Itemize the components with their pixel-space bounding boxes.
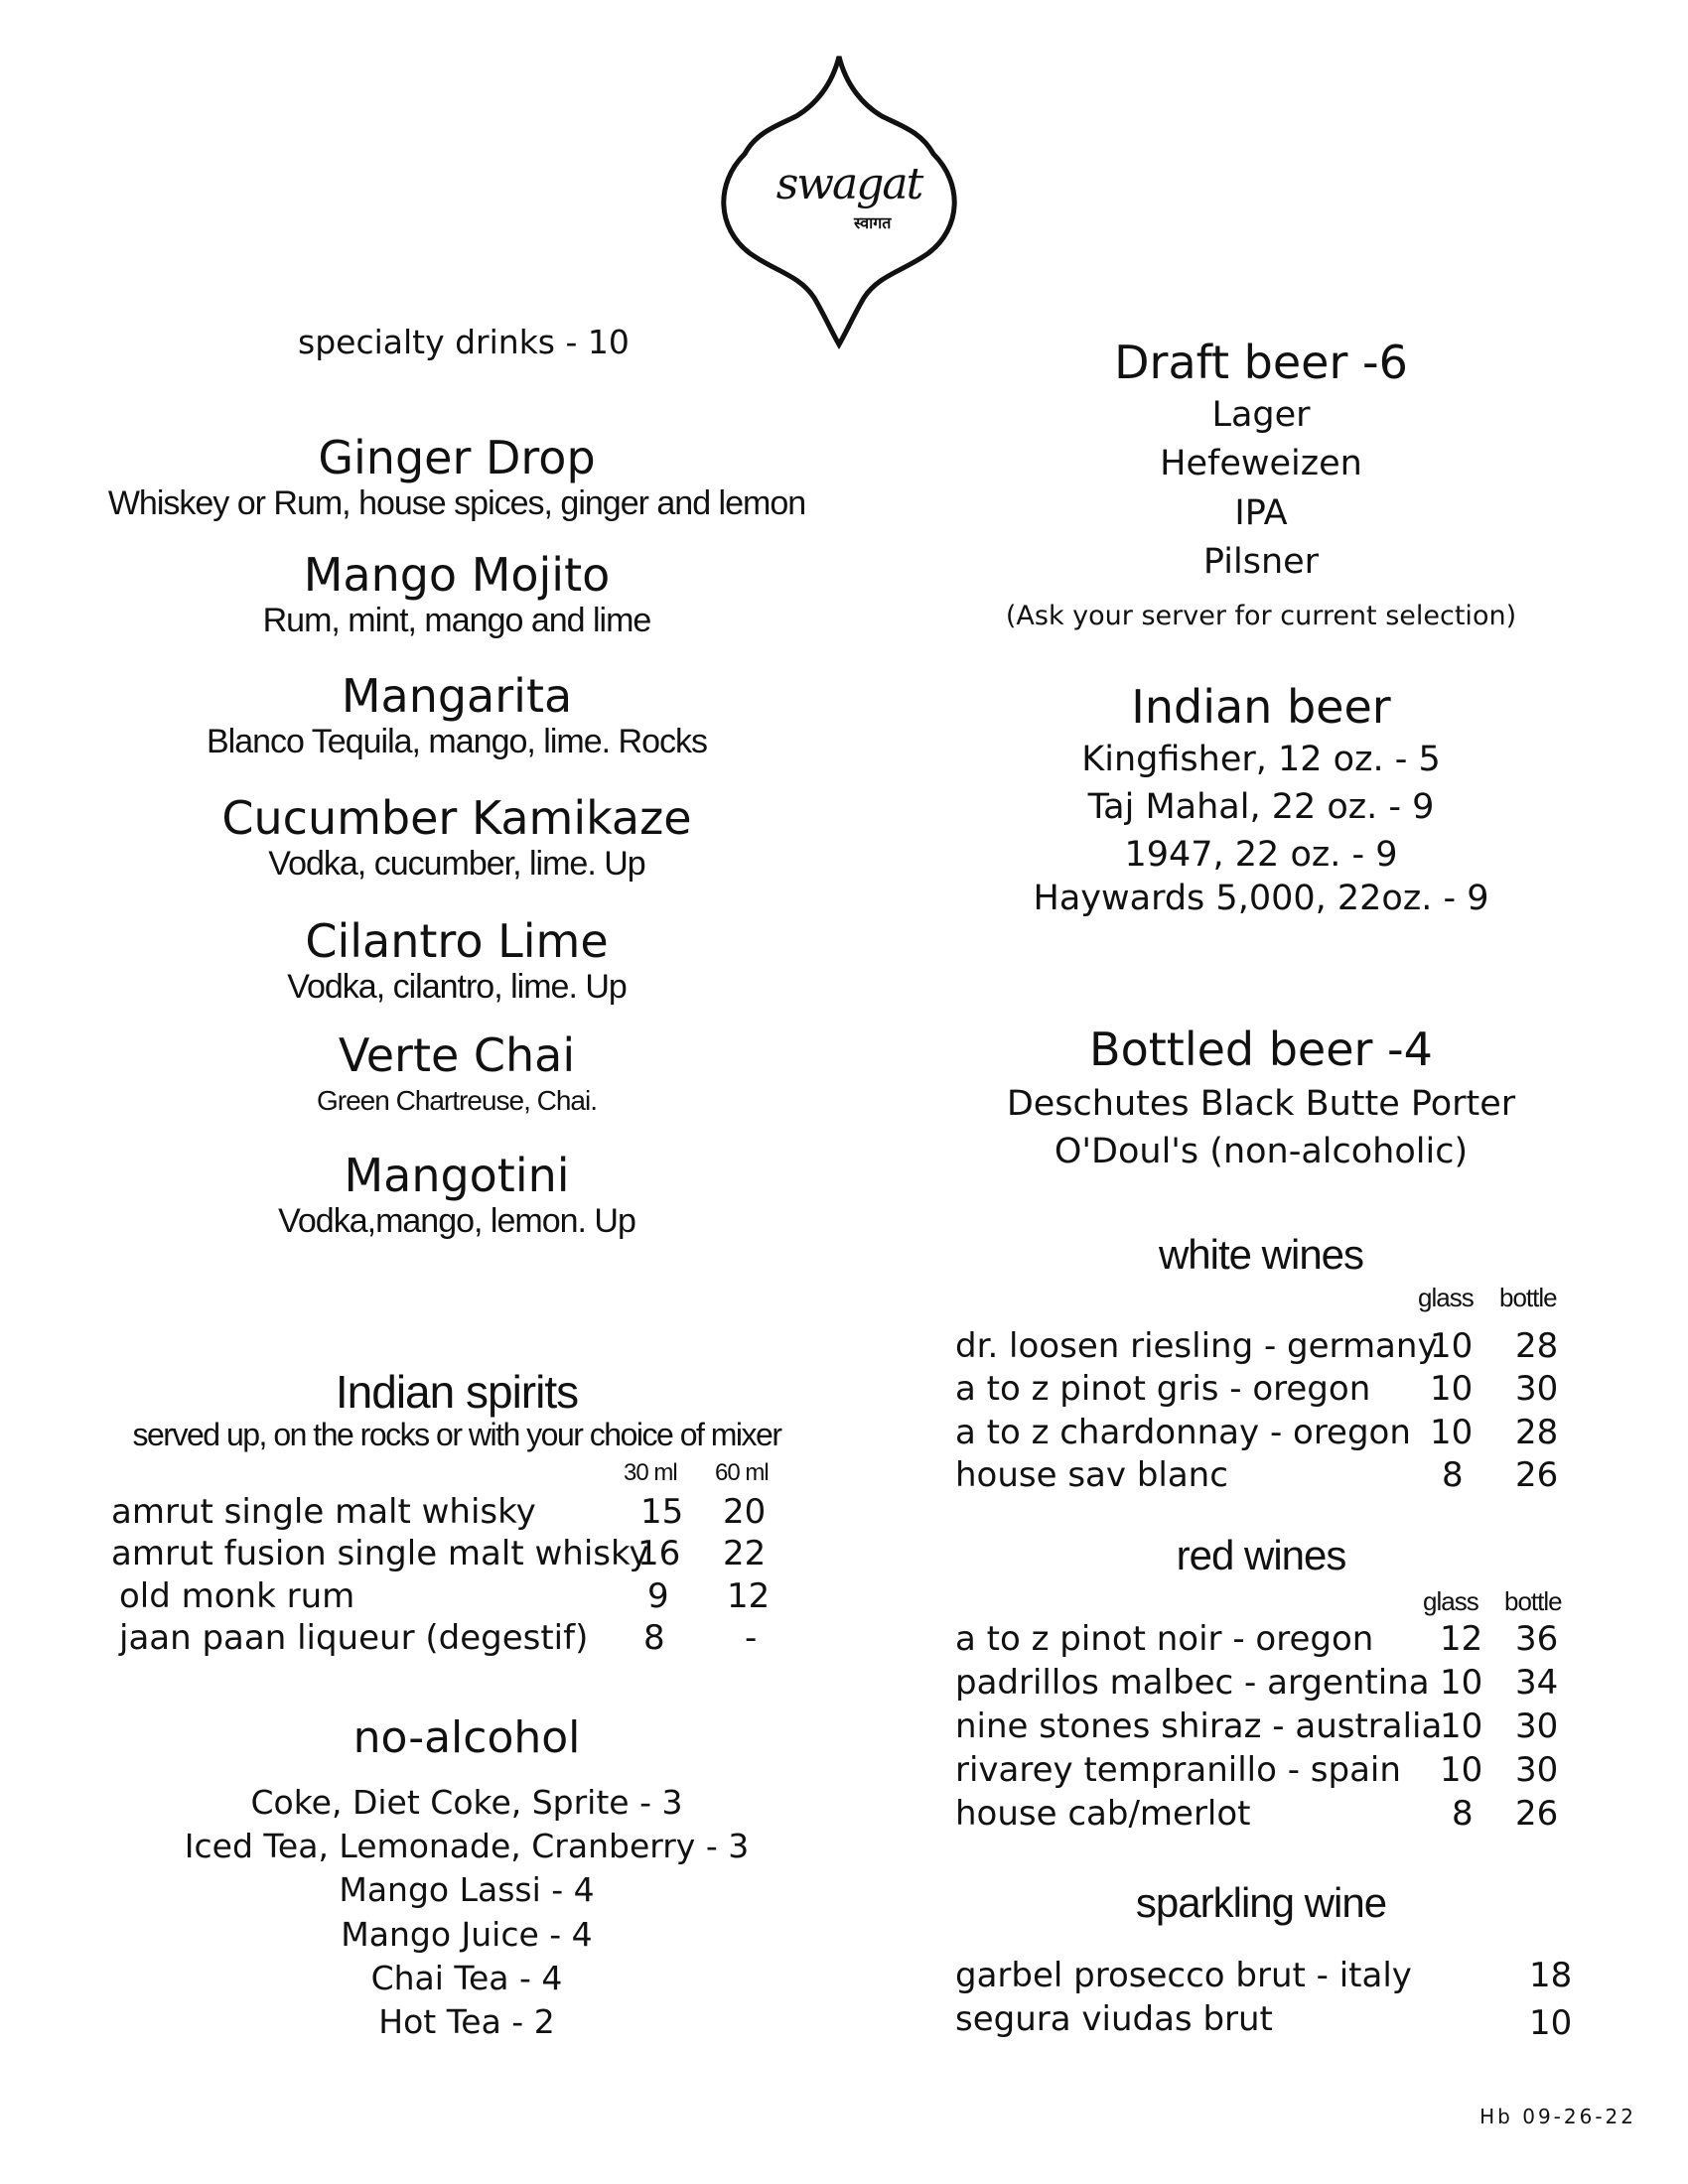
wine-bottle-price: 18 [1529,1956,1573,1995]
col-header-60ml: 60 ml [715,1459,769,1486]
wine-name: garbel prosecco brut - italy [955,1956,1412,1995]
drink-desc: Rum, mint, mango and lime [262,602,651,639]
bottled-beer-item: O'Doul's (non-alcoholic) [1054,1132,1469,1171]
bottled-beer-title: Bottled beer -4 [1089,1023,1433,1076]
wine-bottle-price: 28 [1515,1326,1559,1366]
spirit-price-60: 20 [723,1492,767,1532]
draft-beer-item: IPA [1234,493,1288,533]
indian-spirits-subtitle: served up, on the rocks or with your choice of mixer [132,1417,781,1452]
indian-beer-item: 1947, 22 oz. - 9 [1124,835,1398,875]
wine-bottle-price: 34 [1515,1663,1559,1703]
wine-glass-price: 10 [1430,1326,1474,1366]
spirit-price-30: 16 [637,1534,681,1573]
logo-hindi-text: स्वागत [854,213,892,232]
wine-bottle-price: 26 [1515,1794,1559,1834]
draft-beer-item: Hefeweizen [1160,444,1362,483]
wine-glass-price: 10 [1430,1413,1474,1452]
drink-item [99,432,814,523]
wine-glass-price: 8 [1442,1455,1464,1495]
no-alcohol-title: no-alcohol [352,1712,581,1763]
col-header-glass: glass [1418,1283,1474,1312]
white-wines-title: white wines [1158,1231,1364,1278]
wine-bottle-price: 10 [1529,2003,1573,2043]
red-wines-title: red wines [1176,1532,1346,1578]
drink-item [99,792,814,884]
wine-name: a to z pinot gris - oregon [955,1369,1371,1409]
specialty-heading: specialty drinks - 10 [298,323,630,361]
drink-name: Cilantro Lime [305,914,609,968]
draft-beer-item: Lager [1211,395,1311,435]
indian-beer-item: Haywards 5,000, 22oz. - 9 [1033,879,1489,918]
wine-name: a to z chardonnay - oregon [955,1413,1411,1452]
draft-beer-title: Draft beer -6 [1114,336,1408,389]
spirit-price-30: 15 [640,1492,684,1532]
wine-name: house sav blanc [955,1455,1228,1495]
indian-beer-item: Taj Mahal, 22 oz. - 9 [1087,787,1435,827]
drink-name: Ginger Drop [318,431,596,484]
indian-beer-item: Kingfisher, 12 oz. - 5 [1081,740,1441,779]
col-header-bottle: bottle [1504,1586,1562,1616]
spirit-name: jaan paan liqueur (degestif) [119,1618,589,1658]
wine-bottle-price: 26 [1515,1455,1559,1495]
drink-desc: Vodka, cucumber, lime. Up [268,845,645,883]
drink-desc: Blanco Tequila, mango, lime. Rocks [207,723,707,760]
revision-code: Hb 09-26-22 [1479,2105,1636,2128]
spirit-name: amrut fusion single malt whisky [111,1534,649,1573]
wine-name: segura viudas brut [955,1999,1273,2039]
indian-spirits-title: Indian spirits [335,1366,579,1418]
spirit-price-30: 8 [643,1618,665,1658]
restaurant-logo [705,55,973,352]
spirit-price-60: 22 [723,1534,767,1573]
col-header-glass: glass [1423,1586,1478,1616]
drink-desc: Vodka, cilantro, lime. Up [287,968,627,1006]
sparkling-wine-title: sparkling wine [1135,1879,1387,1926]
drink-name: Mangotini [344,1149,570,1202]
no-alcohol-item: Chai Tea - 4 [370,1959,563,1997]
wine-bottle-price: 30 [1515,1706,1559,1746]
draft-beer-item: Pilsner [1202,542,1320,582]
drink-name: Cucumber Kamikaze [221,791,692,845]
no-alcohol-item: Iced Tea, Lemonade, Cranberry - 3 [184,1827,750,1865]
drink-desc: Green Chartreuse, Chai. [316,1085,598,1116]
drink-name: Verte Chai [338,1028,576,1082]
drink-desc: Whiskey or Rum, house spices, ginger and lemon [107,484,806,522]
no-alcohol-item: Mango Lassi - 4 [339,1870,595,1909]
wine-bottle-price: 30 [1515,1369,1559,1409]
drink-item [99,1029,814,1121]
wine-name: house cab/merlot [955,1794,1251,1834]
draft-beer-note: (Ask your server for current selection) [1005,601,1517,631]
col-header-30ml: 30 ml [624,1459,677,1486]
drink-item [99,915,814,1007]
spirit-price-30: 9 [647,1576,669,1616]
drink-item [99,1150,814,1241]
wine-glass-price: 10 [1440,1750,1483,1790]
spirit-price-60: 12 [727,1576,771,1616]
wine-bottle-price: 30 [1515,1750,1559,1790]
drink-desc: Vodka,mango, lemon. Up [278,1202,635,1240]
wine-name: padrillos malbec - argentina [955,1663,1430,1703]
drink-name: Mangarita [341,669,573,723]
wine-glass-price: 10 [1440,1706,1483,1746]
wine-name: a to z pinot noir - oregon [955,1619,1374,1659]
wine-glass-price: 10 [1430,1369,1474,1409]
wine-glass-price: 12 [1440,1619,1483,1659]
spirit-price-60: - [745,1618,758,1658]
wine-name: dr. loosen riesling - germany [955,1326,1438,1366]
no-alcohol-item: Mango Juice - 4 [341,1915,593,1954]
spirit-name: amrut single malt whisky [111,1492,536,1532]
indian-beer-title: Indian beer [1131,680,1391,734]
drink-name: Mango Mojito [303,548,611,602]
drink-item [99,670,814,761]
bottled-beer-item: Deschutes Black Butte Porter [1006,1084,1516,1124]
logo-wordmark: swagat [775,159,922,209]
spirit-name: old monk rum [119,1576,355,1616]
drink-item [99,549,814,640]
wine-bottle-price: 36 [1515,1619,1559,1659]
no-alcohol-item: Hot Tea - 2 [378,2002,555,2041]
wine-name: nine stones shiraz - australia [955,1706,1443,1746]
wine-bottle-price: 28 [1515,1413,1559,1452]
wine-glass-price: 8 [1452,1794,1474,1834]
wine-name: rivarey tempranillo - spain [955,1750,1401,1790]
wine-glass-price: 10 [1440,1663,1483,1703]
col-header-bottle: bottle [1499,1283,1557,1312]
no-alcohol-item: Coke, Diet Coke, Sprite - 3 [250,1783,683,1822]
